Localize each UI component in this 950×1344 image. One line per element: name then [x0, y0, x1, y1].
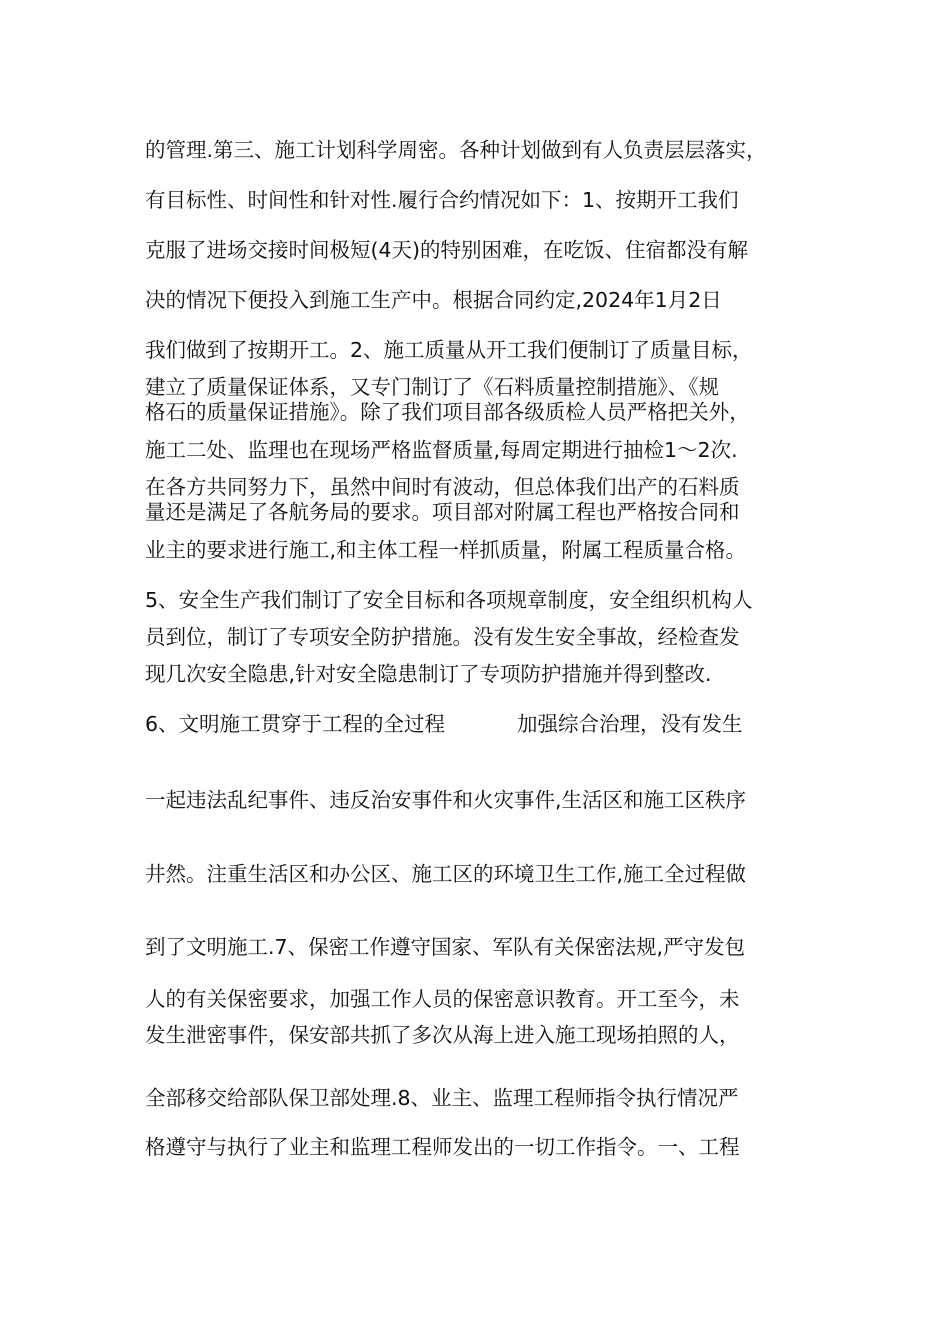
text-line-3: 克服了进场交接时间极短(4天)的特别困难，在吃饭、住宿都没有解	[145, 238, 749, 262]
text-line-14: 现几次安全隐患,针对安全隐患制订了专项防护措施并得到整改.	[145, 662, 712, 686]
text-line-4: 决的情况下便投入到施工生产中。根据合同约定,2024年1月2日	[145, 288, 722, 312]
text-line-21: 格遵守与执行了业主和监理工程师发出的一切工作指令。一、工程	[145, 1135, 740, 1159]
text-line-1: 的管理.第三、施工计划科学周密。各种计划做到有人负责层层落实，	[145, 138, 767, 162]
text-line-12: 5、安全生产我们制订了安全目标和各项规章制度，安全组织机构人	[145, 588, 753, 612]
text-line-10: 量还是满足了各航务局的要求。项目部对附属工程也严格按合同和	[145, 500, 740, 524]
text-line-7: 格石的质量保证措施》。除了我们项目部各级质检人员严格把关外，	[145, 400, 750, 424]
text-line-11: 业主的要求进行施工,和主体工程一样抓质量，附属工程质量合格。	[145, 538, 747, 562]
text-line-16: 井然。注重生活区和办公区、施工区的环境卫生工作,施工全过程做	[145, 862, 747, 886]
item-6-right-text: 加强综合治理，没有发生	[517, 712, 743, 736]
text-line-2: 有目标性、时间性和针对性.履行合约情况如下：1、按期开工我们	[145, 188, 739, 212]
item-6-left-text: 6、文明施工贯穿于工程的全过程	[145, 712, 446, 736]
text-line-19: 发生泄密事件，保安部共抓了多次从海上进入施工现场拍照的人，	[145, 1023, 740, 1047]
text-line-9: 在各方共同努力下，虽然中间时有波动，但总体我们出产的石料质	[145, 475, 740, 499]
text-line-17: 到了文明施工.7、保密工作遵守国家、军队有关保密法规,严守发包	[145, 935, 746, 959]
text-line-18: 人的有关保密要求，加强工作人员的保密意识教育。开工至今，未	[145, 987, 740, 1011]
text-line-5: 我们做到了按期开工。2、施工质量从开工我们便制订了质量目标，	[145, 338, 753, 362]
text-line-13: 员到位，制订了专项安全防护措施。没有发生安全事故，经检查发	[145, 625, 740, 649]
text-line-8: 施工二处、监理也在现场严格监督质量,每周定期进行抽检1～2次.	[145, 438, 738, 462]
text-line-20: 全部移交给部队保卫部处理.8、业主、监理工程师指令执行情况严	[145, 1086, 739, 1110]
text-line-item-6	[145, 711, 743, 737]
text-line-6: 建立了质量保证体系，又专门制订了《石料质量控制措施》、《规	[145, 375, 719, 399]
text-line-15: 一起违法乱纪事件、违反治安事件和火灾事件,生活区和施工区秩序	[145, 788, 747, 812]
